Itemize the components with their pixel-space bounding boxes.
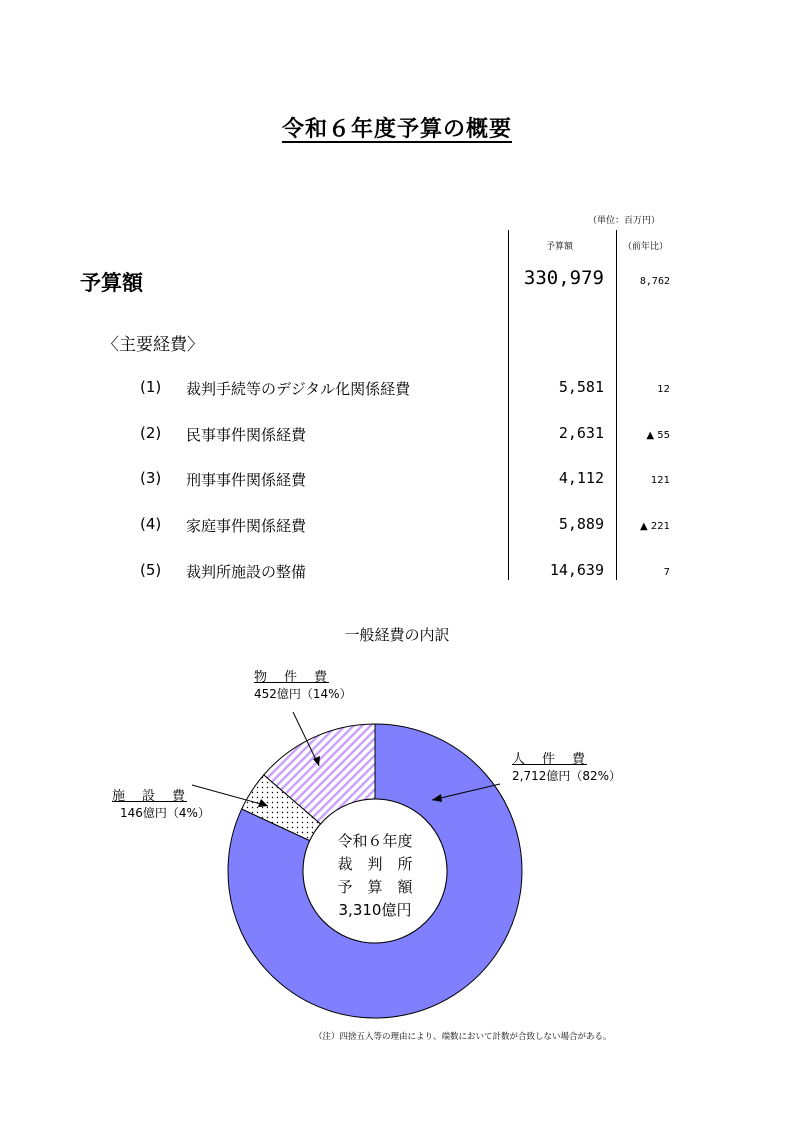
total-amount: 330,979 (523, 267, 604, 289)
unit-label: （単位：百万円） (588, 216, 661, 226)
item-amount: 14,639 (549, 561, 604, 579)
page-title: 令和６年度予算の概要 (281, 117, 512, 142)
item-label: 裁判手続等のデジタル化関係経費 (186, 380, 411, 398)
section-label: 〈主要経費〉 (102, 335, 204, 355)
item-amount: 5,889 (558, 515, 604, 533)
center-line: 裁 判 所 (337, 855, 413, 873)
item-diff: 7 (663, 567, 670, 578)
total-label: 予算額 (80, 271, 143, 295)
chart-title: 一般経費の内訳 (344, 626, 450, 644)
item-label: 民事事件関係経費 (186, 426, 307, 444)
item-label: 刑事事件関係経費 (186, 471, 307, 489)
label-personnel-value: 2,712億円（82%） (512, 769, 622, 783)
label-facility-title: 施 設 費 (112, 789, 188, 804)
item-number: (3) (140, 469, 162, 487)
total-diff: 8,762 (639, 276, 670, 287)
item-number: (2) (140, 424, 162, 442)
item-amount: 2,631 (558, 424, 604, 442)
label-goods-value: 452億円（14%） (254, 687, 352, 701)
label-goods (254, 666, 352, 702)
footnote: （注）四捨五入等の理由により、端数において計数が合致しない場合がある。 (314, 1032, 612, 1042)
item-number: (5) (140, 561, 162, 579)
donut-center-text (300, 830, 450, 922)
item-label: 家庭事件関係経費 (186, 517, 307, 535)
yoy-header: （前年比） (623, 242, 669, 252)
label-facility-value: 146億円（4%） (120, 806, 210, 820)
item-amount: 5,581 (558, 378, 604, 396)
item-diff: 121 (650, 475, 670, 486)
item-diff: ▲ 221 (640, 521, 670, 532)
item-number: (4) (140, 515, 162, 533)
center-line: 令和６年度 (337, 832, 413, 850)
budget-header: 予算額 (546, 242, 574, 252)
item-label: 裁判所施設の整備 (186, 563, 307, 581)
label-personnel-title: 人 件 費 (512, 752, 588, 767)
item-amount: 4,112 (558, 469, 604, 487)
item-diff: 12 (657, 384, 670, 395)
label-facility (112, 785, 210, 821)
label-personnel (512, 748, 621, 784)
label-goods-title: 物 件 費 (254, 670, 330, 685)
item-diff: ▲ 55 (646, 430, 670, 441)
center-line: 予 算 額 (337, 878, 413, 896)
center-line: 3,310億円 (338, 901, 412, 919)
item-number: (1) (140, 378, 162, 396)
